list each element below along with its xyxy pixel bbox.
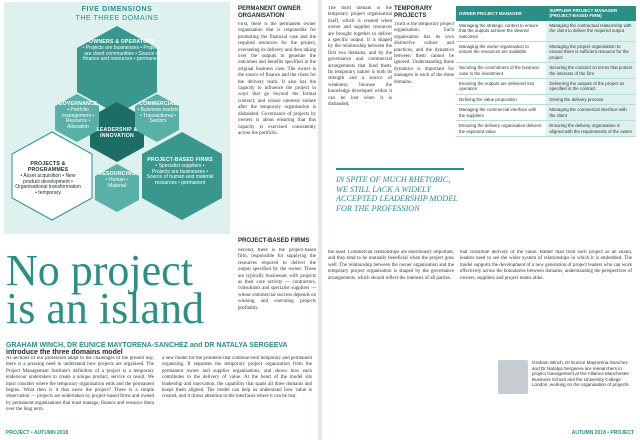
governance-label: GOVERNANCE • Portfolio management • Resource • Allocation bbox=[58, 101, 98, 131]
table-cell: Ensuring the outputs are delivered into operation bbox=[456, 79, 546, 95]
owner-organisation-heading: PERMANENT OWNER ORGANISATION bbox=[238, 6, 301, 19]
table-row bbox=[456, 42, 636, 63]
owners-label: OWNERS & OPERATORS • Projects are businesses • Projects are client communities • Source of finance and resources • permanent bbox=[82, 39, 162, 63]
table-header-row bbox=[456, 6, 636, 21]
comparison-table bbox=[456, 6, 636, 137]
commercial-label: COMMERCIAL • Business models • Transactional • Sectors bbox=[137, 101, 179, 125]
projects-label: PROJECTS & PROGRAMMES • Asset acquisition • New product development • Organisational transformation • temporary bbox=[15, 161, 81, 197]
footer-right: AUTUMN 2018 • PROJECT bbox=[571, 430, 634, 436]
table-cell: Defining the value proposition bbox=[456, 94, 546, 104]
footer-left: PROJECT • AUTUMN 2018 bbox=[6, 430, 69, 436]
owner-organisation-text: First, there is the permanent owner organisation that is responsible for promoting the financial case and the required resources for the project, overseeing its delivery and then taking over the outputs to generate the outcomes and benefits specified in the original business case. The owner is the source of finance and the client for the delivery team. It also has the capacity to influence the project in ways that go beyond the formal contract, and whose interests endure after the temporary organisation is disbanded. Governance of projects by owners is about ensuring that this capacity is exercised consistently across the portfolio. bbox=[238, 22, 316, 136]
right-column-3: the asset. Commercial relationships are enormously important, and they tend to be mutually beneficial when the project goes well. The relationship between the owner organisation and the temporary project organisation is shaped by the governance arrangements, which should reflect the interests of all parties. bbox=[328, 250, 454, 281]
table-row bbox=[456, 105, 636, 121]
leadership-label: LEADERSHIP & INNOVATION bbox=[96, 127, 138, 139]
byline-authors: GRAHAM WINCH, DR EUNICE MAYTORENA-SANCHEZ and DR NATALYA SERGEEVA bbox=[6, 342, 288, 349]
left-page bbox=[0, 0, 318, 440]
table-row bbox=[456, 79, 636, 95]
table-cell: Managing the contractual relationship with the client to deliver the required output bbox=[546, 21, 636, 42]
table-cell: Driving the delivery process bbox=[546, 94, 636, 104]
table-cell: Managing the commercial interface with the suppliers bbox=[456, 105, 546, 121]
table-row bbox=[456, 63, 636, 79]
right-column-1: The third domain is the temporary project organisation itself, which is created when owner and supplier resources are brought together to deliver a specific output. It is shaped by the relationship between the first two domains, and by the governance and commercial arrangements that bind them. Its temporary nature is both its strength and a source of weakness, because the knowledge developed within it can be lost when it is disbanded. bbox=[328, 6, 392, 108]
intro-column-1: As sections of our profession adapt to the challenges of the present day, there is a pressing need to understand how projects are organised. The Project Management Institute's definition of a project is a temporary endeavour undertaken to create a unique product, service or result. We must consider where the temporary organisation ends and the permanent begins. What then is it that owns the project? There is a simple observation — projects are undertaken by project-based firms and owned by permanent organisations that must manage, finance and resource them over the long term. bbox=[6, 356, 154, 413]
diagram-title: FIVE DIMENSIONS bbox=[81, 6, 153, 13]
table-cell: Ensuring the delivery organisation is aligned with the requirements of the owner bbox=[546, 121, 636, 137]
table-row bbox=[456, 94, 636, 104]
diagram-subtitle: THE THREE DOMAINS bbox=[75, 15, 159, 22]
table-cell: Managing the strategic context to ensure that the outputs achieve the desired outcomes bbox=[456, 21, 546, 42]
pull-quote: IN SPITE OF MUCH RHETORIC, WE STILL LACK A WIDELY ACCEPTED LEADERSHIP MODEL FOR THE PROFESSION bbox=[336, 168, 464, 213]
author-portrait bbox=[498, 360, 528, 394]
table-row bbox=[456, 21, 636, 42]
byline bbox=[6, 342, 316, 356]
intro-column-2: a new model for the problems that combine both temporary and permanent organising. It separates the temporary project organisation from the permanent owner and supplier organisations, and shows how each contributes to the delivery of value. At the heart of the model sits leadership and innovation, the capability that spans all three domains and keeps them aligned. The model can help us understand how value is created, and it draws attention to the interfaces where it can be lost. bbox=[162, 356, 312, 400]
right-column-4: that constitute delivery of the value. Rather than treat each project as an island, leaders need to see the wider system of relationships in which it is embedded. The model supports the development of a new generation of project leaders who can work effectively across the boundaries between domains, understanding the perspectives of owners, suppliers and project teams alike. bbox=[460, 250, 632, 281]
project-based-firms-text: Second, there is the project-based firm, responsible for supplying the resources required to deliver the output specified by the owner. These are typically businesses with projects as their core activity — contractors, consultants and specialist suppliers — whose commercial success depends on winning and executing projects profitably. bbox=[238, 248, 316, 311]
table-cell: Securing the contract on terms that protect the interests of the firm bbox=[546, 63, 636, 79]
table-header-supplier: SUPPLIER PROJECT MANAGER (PROJECT-BASED FIRM) bbox=[546, 6, 636, 21]
headline: No project is an island bbox=[6, 246, 204, 333]
resourcing-label: RESOURCING • Human • Material bbox=[98, 171, 136, 189]
author-bio: Graham Winch, Dr Eunice Maytorena-Sanchez and Dr Natalya Sergeeva are researchers in project management at the Alliance Manchester Business School and the University College London, working on the organisation of projects. bbox=[532, 360, 630, 388]
table-cell: Managing the commercial interface with the client bbox=[546, 105, 636, 121]
table-cell: Ensuring the delivery organisation delivers the expected value bbox=[456, 121, 546, 137]
table-cell: Delivering the outputs of the project as specified in the contract bbox=[546, 79, 636, 95]
table-cell: Managing the project organisation to ensure there is sufficient resource for the project bbox=[546, 42, 636, 63]
table-header-owner: OWNER PROJECT MANAGER bbox=[456, 6, 546, 21]
byline-intro: introduce the three domains model bbox=[6, 349, 123, 356]
table-row bbox=[456, 121, 636, 137]
right-column-2: Third is the temporary project organisation. Each organisation has its own distinctive culture and practices, and the dynamics between them cannot be ignored. Understanding these dynamics is important for managers in each of the three domains. bbox=[394, 22, 454, 85]
table-cell: Securing the commitment of the business case to the investment bbox=[456, 63, 546, 79]
table-cell: Managing the owner organisation to ensure the resources are available bbox=[456, 42, 546, 63]
project-based-label: PROJECT-BASED FIRMS • Specialist suppliers • Projects are businesses • Source of human and material resources • permanent bbox=[146, 157, 214, 187]
temporary-projects-heading: TEMPORARY PROJECTS bbox=[394, 6, 433, 19]
project-based-firms-heading: PROJECT-BASED FIRMS bbox=[238, 238, 310, 244]
